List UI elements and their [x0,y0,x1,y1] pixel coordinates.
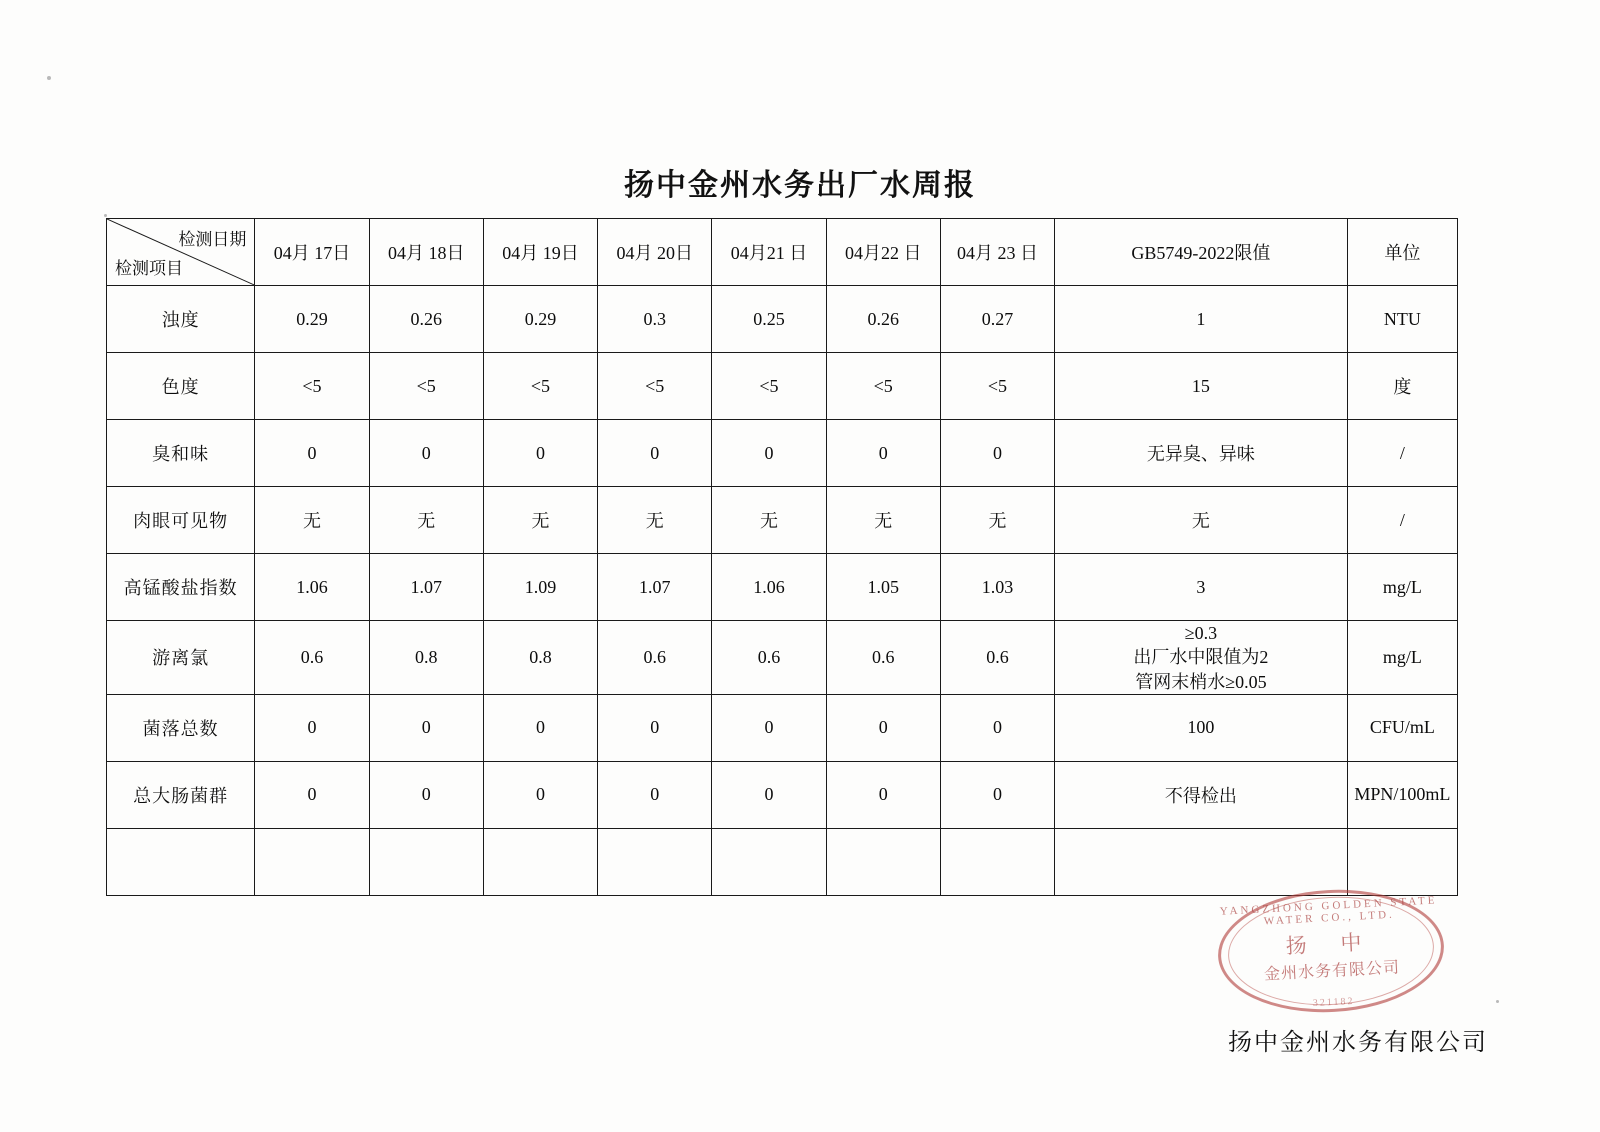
cell-value: <5 [369,353,483,420]
column-header-day-2: 04月 18日 [369,219,483,286]
cell-value: <5 [483,353,597,420]
cell-value: 0.6 [940,621,1054,695]
table-row [107,621,1458,695]
cell-unit: MPN/100mL [1347,761,1457,828]
cell-value: 1.07 [369,554,483,621]
limit-line-3: 管网末梢水≥0.05 [1135,671,1267,692]
cell-value: 0.6 [255,621,369,695]
document-title: 扬中金州水务出厂水周报 [624,169,976,202]
column-header-day-6: 04月22 日 [826,219,940,286]
row-label-odor-taste: 臭和味 [107,420,255,487]
column-header-day-1: 04月 17日 [255,219,369,286]
scan-speck [47,76,51,80]
column-header-limit: GB5749-2022限值 [1055,219,1348,286]
cell-value: 无 [483,487,597,554]
table-row-empty [107,828,1458,895]
cell-limit: 1 [1055,286,1348,353]
table-header-row [107,219,1458,286]
cell-value: 0.29 [255,286,369,353]
cell-value: 1.03 [940,554,1054,621]
cell-value: 0.8 [483,621,597,695]
column-header-day-7: 04月 23 日 [940,219,1054,286]
table-row [107,761,1458,828]
cell-value: <5 [826,353,940,420]
table-row [107,694,1458,761]
cell-value: 0.26 [826,286,940,353]
cell-value: 0 [255,761,369,828]
seal-english-text: YANGZHONG GOLDEN STATE WATER CO., LTD. [1219,894,1438,928]
cell-value: 0 [483,420,597,487]
cell-value: 0 [940,420,1054,487]
seal-code-text: 321182 [1312,995,1355,1010]
seal-main-text: 扬 中 [1285,930,1377,959]
cell-value: 0 [255,420,369,487]
cell-value: 无 [369,487,483,554]
cell-value: 0 [598,761,712,828]
cell-limit: 无 [1055,487,1348,554]
empty-cell [107,828,255,895]
cell-limit: 15 [1055,353,1348,420]
row-label-total-colony-count: 菌落总数 [107,694,255,761]
scan-speck [104,214,107,217]
cell-value: 0 [712,761,826,828]
cell-value: 0.6 [712,621,826,695]
cell-value: 0 [369,761,483,828]
cell-value: 0 [712,420,826,487]
corner-item-label: 检测项目 [115,259,183,278]
cell-value: 无 [255,487,369,554]
cell-value: 1.06 [712,554,826,621]
column-header-day-5: 04月21 日 [712,219,826,286]
cell-unit: mg/L [1347,621,1457,695]
row-label-permanganate-index: 高锰酸盐指数 [107,554,255,621]
empty-cell [940,828,1054,895]
company-signature: 扬中金州水务有限公司 [1228,1029,1488,1056]
column-header-day-4: 04月 20日 [598,219,712,286]
cell-value: 0 [369,420,483,487]
cell-limit: 3 [1055,554,1348,621]
cell-value: 0.29 [483,286,597,353]
cell-value: 无 [598,487,712,554]
cell-value: 1.06 [255,554,369,621]
table-row [107,286,1458,353]
cell-limit: 100 [1055,694,1348,761]
cell-limit-multiline [1055,621,1348,695]
cell-unit: / [1347,420,1457,487]
cell-value: <5 [598,353,712,420]
row-label-visible-matter: 肉眼可见物 [107,487,255,554]
cell-value: 0 [940,694,1054,761]
column-header-day-3: 04月 19日 [483,219,597,286]
cell-value: 无 [940,487,1054,554]
cell-value: 0 [598,694,712,761]
column-header-unit: 单位 [1347,219,1457,286]
empty-cell [712,828,826,895]
seal-sub-text: 金州水务有限公司 [1263,959,1401,984]
cell-limit: 不得检出 [1055,761,1348,828]
cell-value: 无 [826,487,940,554]
cell-value: 0 [712,694,826,761]
cell-unit: / [1347,487,1457,554]
cell-value: 0 [483,694,597,761]
cell-value: 0.6 [598,621,712,695]
cell-limit: 无异臭、异味 [1055,420,1348,487]
corner-header-cell [107,219,255,286]
cell-value: 0.27 [940,286,1054,353]
cell-value: <5 [940,353,1054,420]
cell-value: 0.3 [598,286,712,353]
empty-cell [483,828,597,895]
cell-value: 0.26 [369,286,483,353]
row-label-chroma: 色度 [107,353,255,420]
empty-cell [255,828,369,895]
cell-value: 0 [940,761,1054,828]
table-row [107,487,1458,554]
cell-value: 0 [826,420,940,487]
table-row [107,353,1458,420]
water-quality-table [106,218,1458,896]
empty-cell [369,828,483,895]
cell-value: 0.25 [712,286,826,353]
cell-value: 1.05 [826,554,940,621]
cell-value: 0 [255,694,369,761]
cell-unit: mg/L [1347,554,1457,621]
cell-value: <5 [255,353,369,420]
cell-value: 0 [826,761,940,828]
row-label-total-coliform: 总大肠菌群 [107,761,255,828]
cell-value: 0 [598,420,712,487]
row-label-turbidity: 浊度 [107,286,255,353]
cell-unit: NTU [1347,286,1457,353]
table-row [107,420,1458,487]
corner-date-label: 检测日期 [178,230,247,249]
cell-value: 0.6 [826,621,940,695]
cell-unit: 度 [1347,353,1457,420]
row-label-free-chlorine: 游离氯 [107,621,255,695]
table-row [107,554,1458,621]
cell-value: <5 [712,353,826,420]
cell-value: 0 [483,761,597,828]
scan-speck [1496,1000,1499,1003]
limit-line-1: ≥0.3 [1184,623,1218,643]
cell-value: 1.09 [483,554,597,621]
company-seal-stamp [1215,884,1447,1018]
empty-cell [598,828,712,895]
cell-value: 无 [712,487,826,554]
cell-value: 0 [369,694,483,761]
cell-value: 0.8 [369,621,483,695]
cell-unit: CFU/mL [1347,694,1457,761]
empty-cell [1055,828,1348,895]
limit-line-2: 出厂水中限值为2 [1133,647,1269,668]
cell-value: 1.07 [598,554,712,621]
cell-value: 0 [826,694,940,761]
empty-cell [826,828,940,895]
